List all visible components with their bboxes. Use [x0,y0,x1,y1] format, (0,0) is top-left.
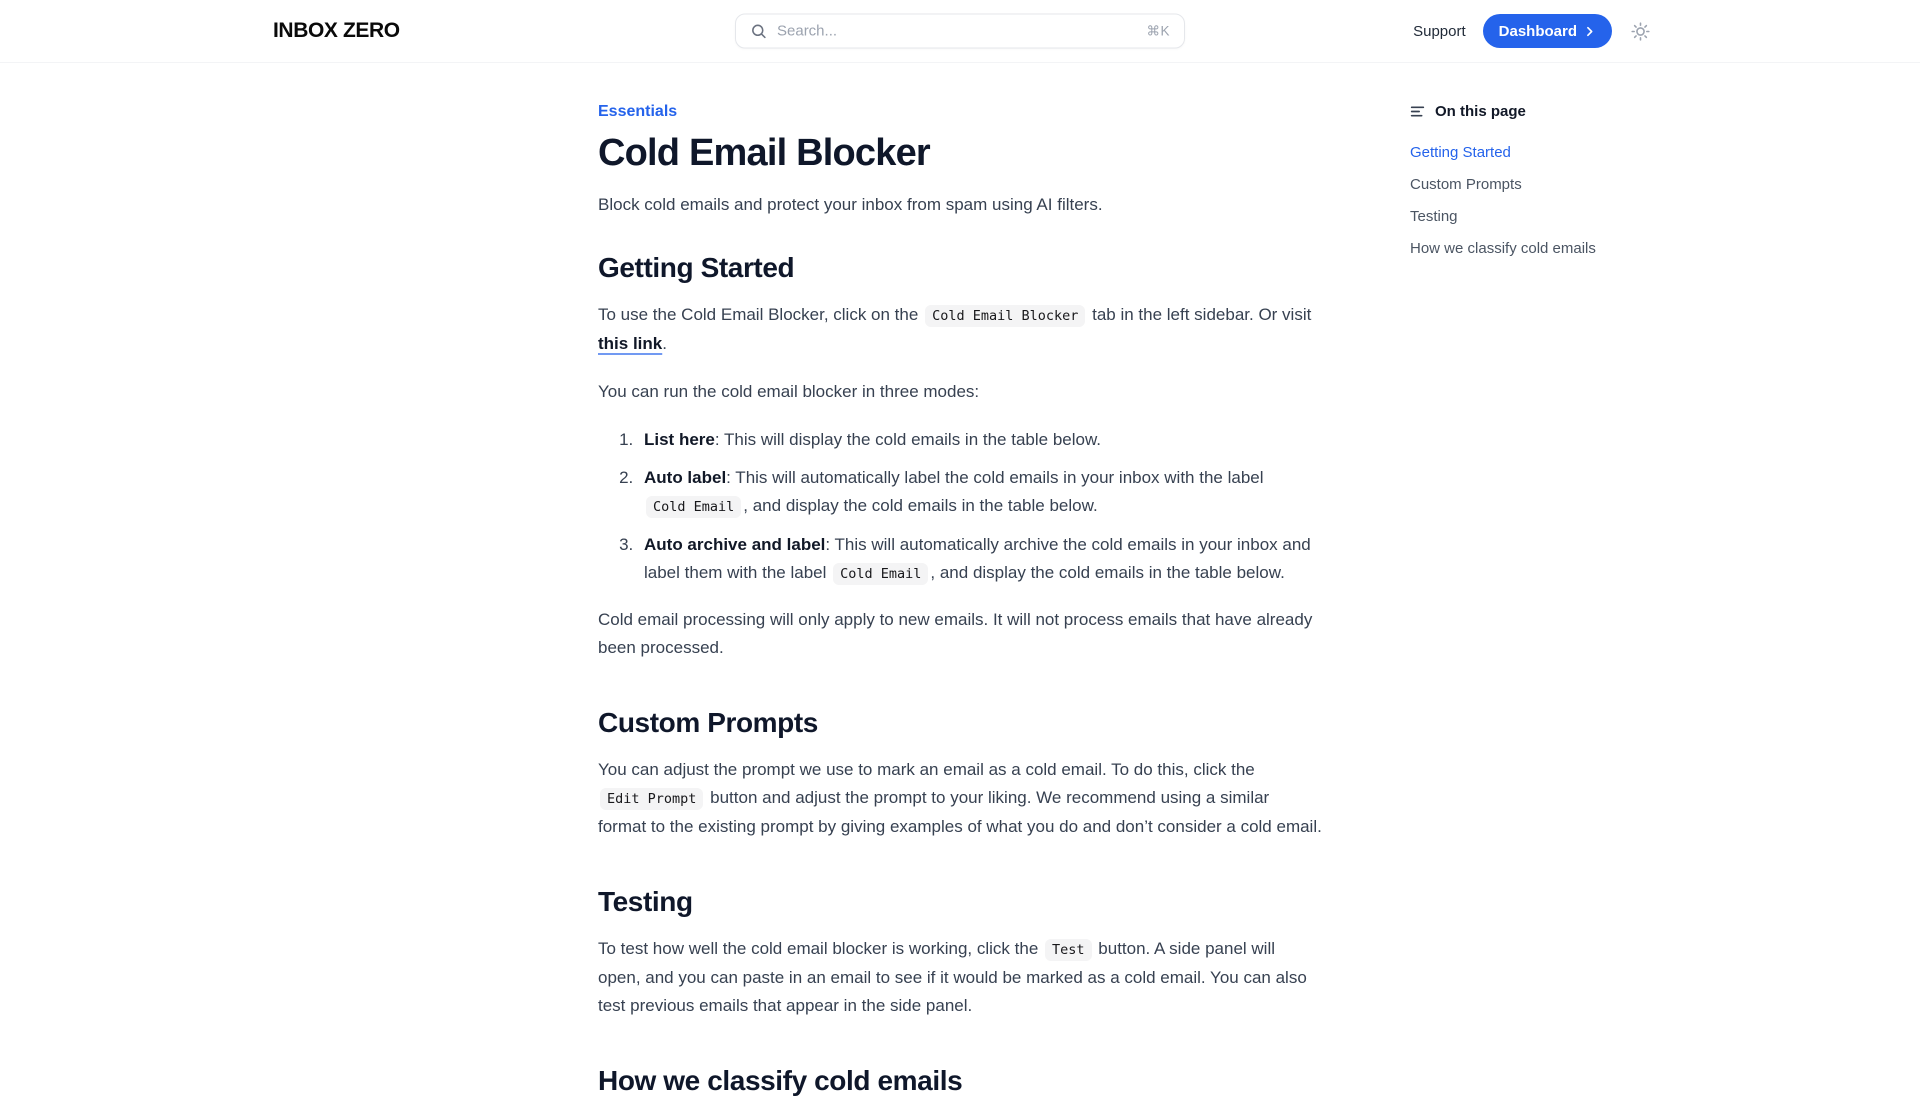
page-subtitle: Block cold emails and protect your inbox from spam using AI filters. [598,195,1103,214]
chevron-right-icon [1583,25,1596,38]
heading-testing: Testing [598,886,693,917]
search-box[interactable] [735,14,1185,49]
table-of-contents [1410,103,1620,272]
top-nav [0,0,1920,63]
toc-item-testing[interactable]: Testing [1410,208,1458,225]
heading-classify: How we classify cold emails [598,1065,963,1096]
list-item-mode-1: 1. List here: This will display the cold emails in the table below. [638,426,1322,454]
dashboard-button-label: Dashboard [1498,22,1577,40]
modes-list [598,426,1322,588]
search-shortcut: ⌘K [1146,23,1170,38]
heading-getting-started: Getting Started [598,252,795,283]
inline-code-chip: Cold Email [833,563,928,585]
list-item-mode-2: 2. Auto label: This will automatically label the cold emails in your inbox with the label Cold Email , and display the cold emails in the table below. [638,464,1322,521]
modes-intro-paragraph: You can run the cold email blocker in three modes: [598,382,980,401]
toc-item-custom-prompts[interactable]: Custom Prompts [1410,176,1522,193]
toc-list [1410,144,1620,258]
search-input[interactable] [777,23,1136,40]
custom-prompts-paragraph: You can adjust the prompt we use to mark an email as a cold email. To do this, click the Edit Prompt button and adjust the prompt to your liking. We recommend using a similar format to the existing prompt by giving examples of what you do and don’t consider a cold email. [598,760,1322,836]
this-link[interactable]: this link [598,334,663,353]
support-link[interactable]: Support [1413,22,1466,40]
sun-icon [1631,22,1650,41]
page-title: Cold Email Blocker [598,132,930,174]
testing-paragraph: To test how well the cold email blocker is working, click the Test button. A side panel will open, and you can paste in an email to see if it would be marked as a cold email. You can also test previous emails that appear in the side panel. [598,939,1307,1015]
heading-custom-prompts: Custom Prompts [598,707,818,738]
list-item-mode-3: 3. Auto archive and label: This will automatically archive the cold emails in your inbox and label them with the label Cold Email , and display the cold emails in the table below. [638,531,1322,588]
getting-started-paragraph: To use the Cold Email Blocker, click on the Cold Email Blocker tab in the left sidebar. Or visit this link. [598,305,1312,353]
search-icon [750,23,767,40]
nav-actions [1413,14,1652,48]
logo[interactable]: INBOX ZERO [273,19,400,42]
inline-code-chip: Cold Email Blocker [925,305,1085,327]
toc-list-icon [1410,104,1425,119]
toc-item-getting-started[interactable]: Getting Started [1410,144,1511,161]
inline-code-chip: Test [1045,939,1092,961]
theme-toggle-button[interactable] [1629,20,1652,43]
inline-code-chip: Cold Email [646,496,741,518]
page-body [0,63,1920,1098]
processing-note-paragraph: Cold email processing will only apply to new emails. It will not process emails that have already been processed. [598,610,1313,657]
article [598,63,1322,1098]
dashboard-button[interactable] [1483,14,1612,48]
toc-header [1410,103,1620,120]
inline-code-chip: Edit Prompt [600,788,703,810]
toc-title: On this page [1435,103,1526,120]
breadcrumb[interactable]: Essentials [598,103,678,120]
toc-item-classify[interactable]: How we classify cold emails [1410,240,1596,257]
